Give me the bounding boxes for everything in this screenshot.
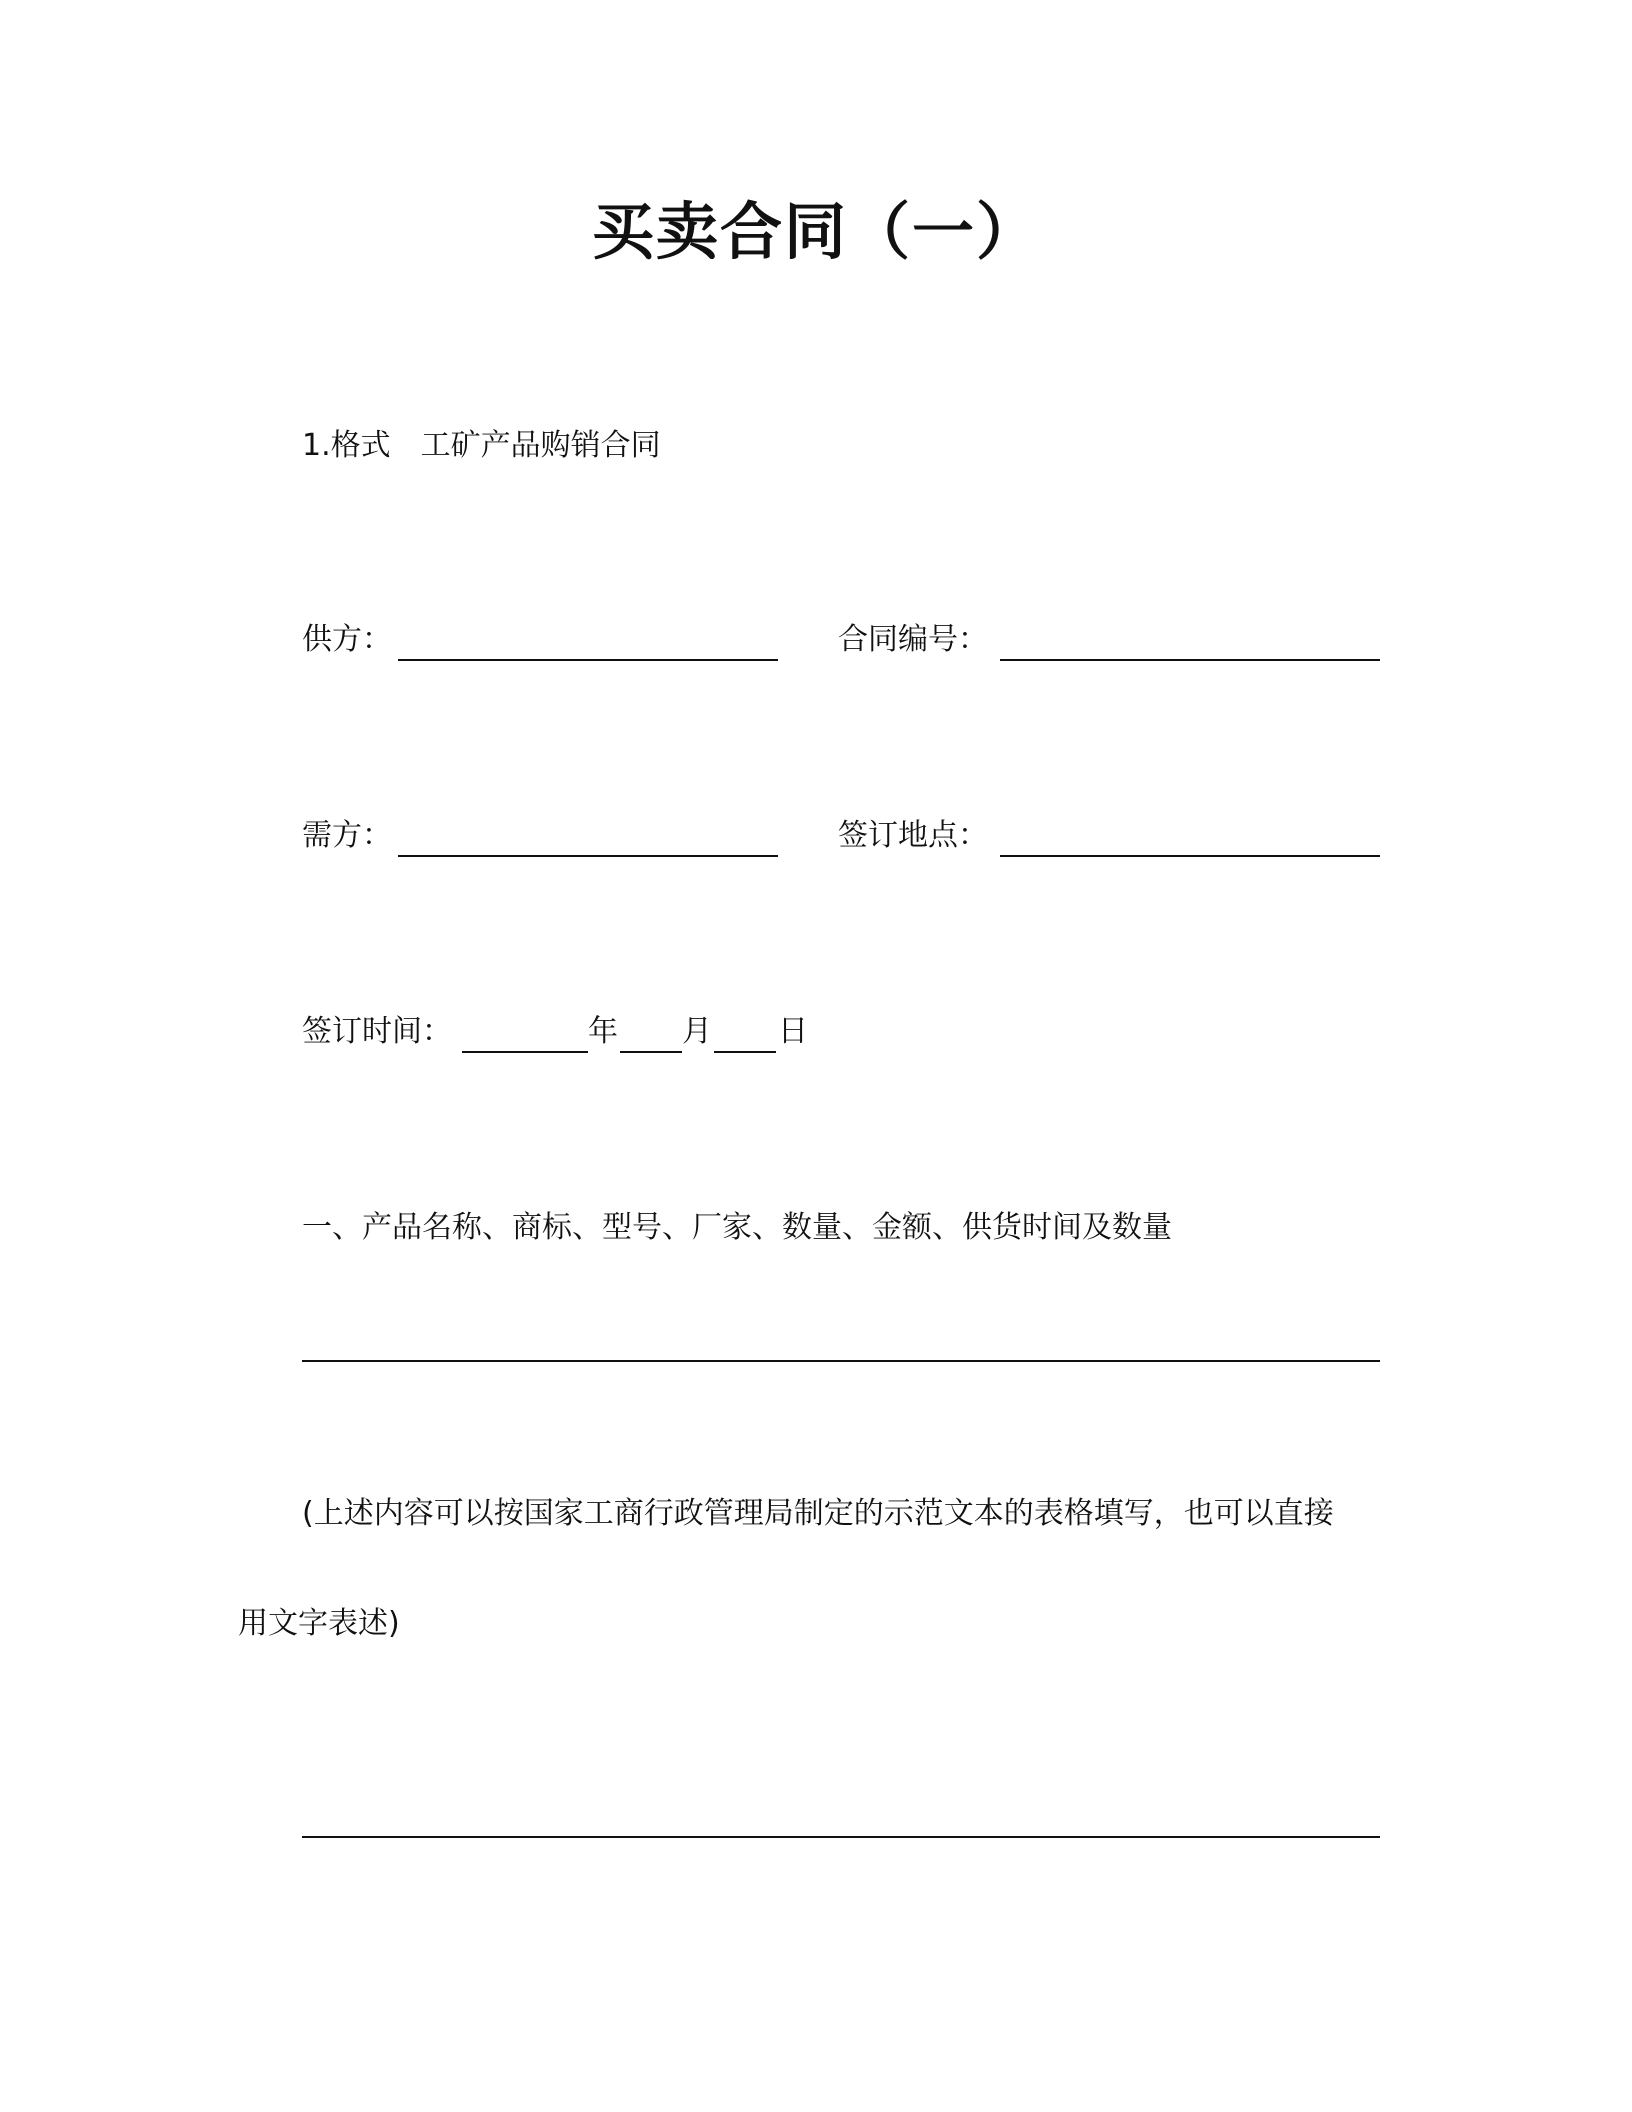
section1-heading: 一、产品名称、商标、型号、厂家、数量、金额、供货时间及数量 (302, 1210, 1172, 1245)
supplier-label: 供方： (302, 622, 392, 657)
month-label: 月 (682, 1014, 712, 1049)
note-line-2: 用文字表述) (238, 1606, 400, 1641)
note-fill-line[interactable] (302, 1836, 1380, 1838)
month-blank[interactable] (620, 1051, 682, 1053)
day-blank[interactable] (714, 1051, 776, 1053)
contract-no-blank[interactable] (1000, 659, 1380, 661)
note-line-1: (上述内容可以按国家工商行政管理局制定的示范文本的表格填写，也可以直接 (302, 1496, 1334, 1531)
contract-no-label: 合同编号： (838, 622, 988, 657)
document-title: 买卖合同（一） (591, 195, 1040, 268)
sign-place-blank[interactable] (1000, 855, 1380, 857)
format-line: 1.格式 工矿产品购销合同 (302, 428, 661, 463)
buyer-label: 需方： (302, 818, 392, 853)
section1-fill-line[interactable] (302, 1360, 1380, 1362)
day-label: 日 (778, 1014, 808, 1049)
year-label: 年 (588, 1014, 618, 1049)
sign-place-label: 签订地点： (838, 818, 988, 853)
buyer-blank[interactable] (398, 855, 778, 857)
supplier-blank[interactable] (398, 659, 778, 661)
sign-time-label: 签订时间： (302, 1014, 452, 1049)
year-blank[interactable] (462, 1051, 588, 1053)
